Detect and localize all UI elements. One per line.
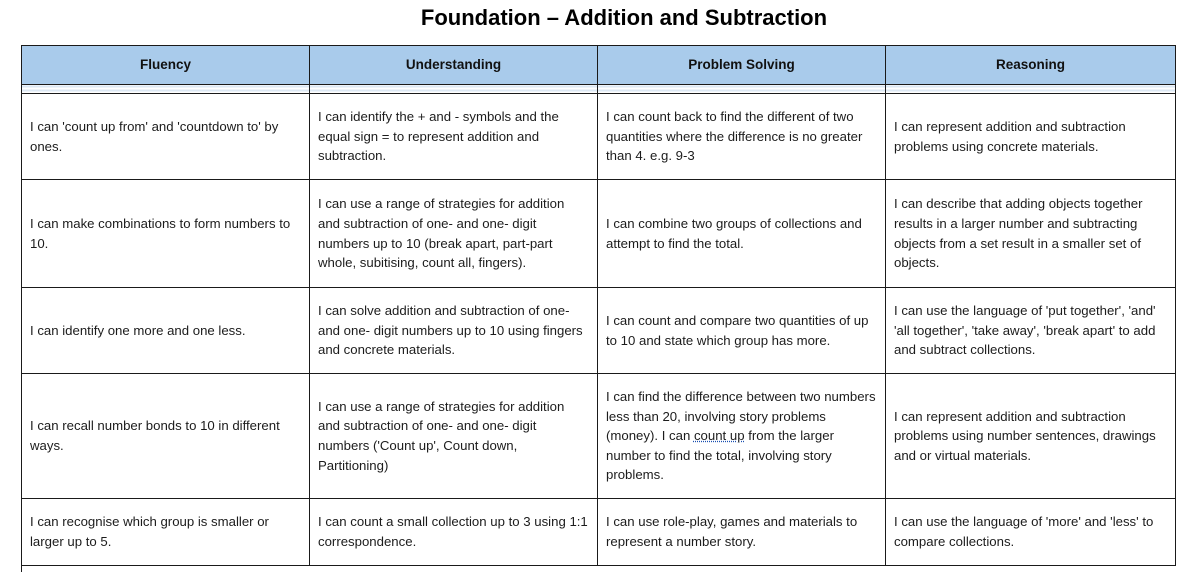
cell-fluency: I can recall number bonds to 10 in different ways. [22, 374, 310, 499]
spacer-cell [598, 85, 886, 94]
cell-reasoning: I can use the language of 'put together', 'and' 'all together', 'take away', 'break apart' to add and subtract collections. [886, 288, 1176, 374]
header-problem-solving [598, 46, 886, 85]
page-title: Foundation – Addition and Subtraction [420, 5, 828, 30]
cell-understanding: I can use a range of strategies for addition and subtraction of one- and one- digit numbers up to 10 (break apart, part-part whole, subitising, count all, fingers). [310, 180, 598, 288]
cell-understanding: I can solve addition and subtraction of one- and one- digit numbers up to 10 using fingers and concrete materials. [310, 288, 598, 374]
cell-understanding: I can count a small collection up to 3 using 1:1 correspondence. [310, 499, 598, 566]
table-row [22, 374, 1176, 499]
table-row [22, 180, 1176, 288]
header-row [22, 46, 1176, 85]
header-spacer-row [22, 85, 1176, 94]
cell-fluency: I can recognise which group is smaller or larger up to 5. [22, 499, 310, 566]
spacer-cell [310, 85, 598, 94]
header-problem-solving-label: Problem Solving [688, 57, 795, 72]
cell-fluency: I can make combinations to form numbers to 10. [22, 180, 310, 288]
cell-understanding: I can identify the + and - symbols and the equal sign = to represent addition and subtraction. [310, 94, 598, 180]
outcomes-table [21, 45, 1176, 566]
table-row [22, 499, 1176, 566]
cell-fluency: I can 'count up from' and 'countdown to' by ones. [22, 94, 310, 180]
cell-problem-solving: I can use role-play, games and materials to represent a number story. [598, 499, 886, 566]
table-row [22, 288, 1176, 374]
header-fluency [22, 46, 310, 85]
cell-reasoning: I can describe that adding objects together results in a larger number and subtracting objects from a set result in a smaller set of objects. [886, 180, 1176, 288]
header-understanding-label: Understanding [405, 57, 502, 72]
spacer-cell [22, 85, 310, 94]
cell-understanding: I can use a range of strategies for addition and subtraction of one- and one- digit numbers ('Count up', Count down, Partitioning) [310, 374, 598, 499]
table-row [22, 94, 1176, 180]
header-reasoning-label: Reasoning [995, 57, 1065, 72]
count-up-underlined-text: count up [693, 428, 745, 444]
cell-problem-solving: I can count back to find the different of two quantities where the difference is no greater than 4. e.g. 9-3 [598, 94, 886, 180]
cell-problem-solving [598, 374, 886, 499]
header-reasoning [886, 46, 1176, 85]
cell-reasoning: I can represent addition and subtraction problems using number sentences, drawings and or virtual materials. [886, 374, 1176, 499]
problem-solving-text-after: from the larger number to find the total, involving story problems. [606, 428, 834, 483]
table-continuation-border [21, 562, 22, 572]
cell-problem-solving: I can count and compare two quantities of up to 10 and state which group has more. [598, 288, 886, 374]
header-fluency-label: Fluency [139, 57, 191, 72]
cell-problem-solving: I can combine two groups of collections and attempt to find the total. [598, 180, 886, 288]
problem-solving-text-before: I can find the difference between two numbers less than 20, involving story problems (money). I can [606, 389, 876, 444]
cell-reasoning: I can represent addition and subtraction problems using concrete materials. [886, 94, 1176, 180]
header-understanding [310, 46, 598, 85]
spacer-cell [886, 85, 1176, 94]
cell-fluency: I can identify one more and one less. [22, 288, 310, 374]
cell-reasoning: I can use the language of 'more' and 'less' to compare collections. [886, 499, 1176, 566]
